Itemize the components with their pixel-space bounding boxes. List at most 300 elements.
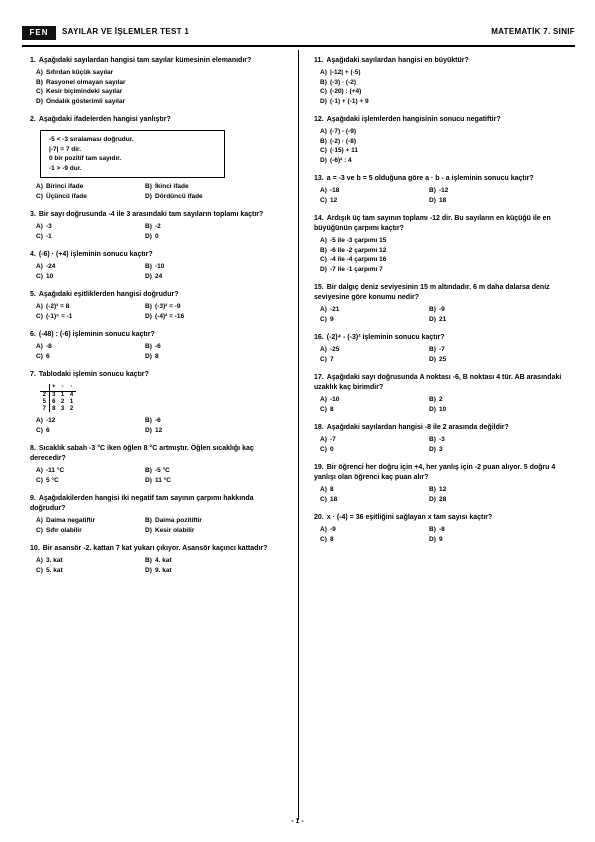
answer-option[interactable] [320,535,425,545]
option-text: 6 [46,352,50,360]
question-number: 16. [314,334,324,341]
question-stem [312,56,574,66]
option-text: 2 [439,396,443,403]
question-text: (-2)⁴ - (-3)² işleminin sonucu kaçtır? [326,334,445,341]
option-text: 8 [330,405,334,413]
option-text: -4 ile -4 çarpımı 16 [330,256,387,263]
answer-option[interactable] [320,137,574,147]
option-text: Rasyonel olmayan sayılar [46,78,126,86]
question-number: 9. [30,495,36,502]
table-cell: 5 [42,398,46,405]
answer-option[interactable] [36,526,141,536]
question-number: 10. [30,545,40,552]
option-text: Üçüncü ifade [46,192,87,200]
answer-option[interactable] [36,97,290,107]
answer-option[interactable] [429,535,534,545]
option-letter: B) [320,137,327,145]
answer-option[interactable] [320,305,425,315]
header-rule [22,45,575,47]
option-letter: A) [320,128,327,135]
option-letter: C) [36,232,43,240]
option-letter: B) [145,303,152,310]
question [28,290,290,321]
question [312,283,574,324]
option-letter: C) [36,526,43,534]
option-letter: A) [320,306,327,313]
option-text: -7 [439,346,445,353]
answer-option[interactable] [320,255,574,265]
answer-option[interactable] [36,312,141,322]
option-letter: C) [320,405,327,413]
option-text: 11 °C [155,476,171,484]
option-letter: D) [145,566,152,574]
answer-option[interactable] [429,305,534,315]
table-cell: · [67,384,76,391]
question-stem [312,373,574,393]
answer-option[interactable] [36,466,141,476]
question-text: Aşağıdaki ifadelerden hangisi yanlıştır? [38,116,171,123]
question [28,544,290,575]
option-letter: B) [145,517,152,524]
question-stem [28,544,290,554]
option-letter: B) [429,396,436,403]
question-text: Aşağıdaki işlemlerden hangisinin sonucu negatiftir? [326,116,501,123]
question-number: 17. [314,374,324,381]
question [28,56,290,106]
option-letter: D) [320,156,327,164]
answer-options [312,127,574,165]
answer-option[interactable] [36,87,290,97]
option-letter: C) [36,88,43,95]
answer-option[interactable] [429,485,534,495]
option-text: Kesir olabilir [155,526,195,534]
option-letter: D) [145,526,152,534]
option-letter: B) [429,526,436,533]
option-text: (-1) + (-1) + 9 [330,97,369,105]
option-text: -8 [439,526,445,533]
table-cell: 2 [42,391,46,398]
question-text: (-48) : (-6) işleminin sonucu kaçtır? [38,331,155,338]
answer-option[interactable] [429,525,534,535]
option-letter: B) [145,557,152,564]
question [312,56,574,106]
option-text: (-2) · (-8) [330,137,356,145]
answer-option[interactable] [145,516,250,526]
answer-option[interactable] [145,222,250,232]
question-stem [28,330,290,340]
right-column [312,56,574,553]
answer-option[interactable] [145,312,250,322]
answer-option[interactable] [320,97,574,107]
option-text: (-20) : (+4) [330,88,362,95]
answer-option[interactable] [145,426,250,436]
option-letter: D) [145,272,152,280]
question [28,115,290,201]
question-text: x · (-4) = 36 eşitliğini sağlayan x tam sayısı kaçtır? [326,514,493,521]
answer-option[interactable] [320,405,425,415]
option-text: Daima negatiftir [46,517,96,524]
question-number: 2. [30,116,36,123]
option-letter: C) [36,352,43,360]
answer-option[interactable] [320,186,425,196]
option-letter: B) [36,78,43,86]
answer-option[interactable] [36,416,141,426]
answer-option[interactable] [320,87,574,97]
answer-options [312,186,574,205]
option-letter: B) [145,183,152,190]
statement-line: |-7| = 7 dir. [49,145,81,153]
option-text: İkinci ifade [155,183,189,190]
option-letter: C) [36,192,43,200]
question-text: Bir asansör -2. kattan 7 kat yukarı çıkıyor. Asansör kaçıncı kattadır? [42,545,268,552]
answer-option[interactable] [320,68,574,78]
answer-options [28,182,290,201]
answer-option[interactable] [145,302,250,312]
option-letter: A) [36,223,43,230]
question-stem [312,333,574,343]
page-number: - 1 - [291,818,304,825]
answer-option[interactable] [145,262,250,272]
question-text: Ardışık üç tam sayının toplamı -12 dir. Bu sayıların en küçüğü ile en büyüğünün çarpımı kaçtır? [314,215,551,232]
table-cell: 2 [69,405,74,412]
option-letter: A) [320,237,327,244]
option-letter: A) [320,346,327,353]
answer-option[interactable] [320,246,574,256]
option-text: 6 [46,426,50,434]
answer-option[interactable] [145,466,250,476]
answer-option[interactable] [320,127,574,137]
answer-options [28,466,290,485]
option-letter: A) [320,187,327,194]
question-number: 14. [314,215,324,222]
question-stem [312,283,574,303]
answer-option[interactable] [429,435,534,445]
question-text: Aşağıdaki sayılardan hangisi en büyüktür? [326,57,469,64]
answer-option[interactable] [36,262,141,272]
option-text: -18 [330,187,340,194]
question-number: 15. [314,284,324,291]
left-column [28,56,290,584]
option-text: 9 [439,535,443,543]
question-stem [312,513,574,523]
table-cell: 3 [49,391,58,398]
option-letter: A) [320,486,327,493]
answer-options [312,236,574,274]
question-number: 3. [30,211,36,218]
question-number: 7. [30,371,36,378]
question-stem [312,463,574,483]
answer-options [312,525,574,544]
option-text: 18 [439,196,447,204]
answer-option[interactable] [145,566,250,576]
answer-option[interactable] [36,78,290,88]
answer-option[interactable] [36,342,141,352]
table-cell: 1 [60,391,65,398]
option-letter: D) [429,495,436,503]
option-text: 8 [155,352,159,360]
option-letter: B) [145,417,152,424]
question-stem [28,494,290,514]
question-number: 18. [314,424,324,431]
answer-option[interactable] [429,315,534,325]
question-text: Aşağıdaki sayılardan hangisi -8 ile 2 arasında değildir? [326,424,509,431]
answer-option[interactable] [36,556,141,566]
answer-option[interactable] [429,445,534,455]
question [312,463,574,504]
question-text: Aşağıdaki sayı doğrusunda A noktası -6, B noktası 4 tür. AB arasındaki uzaklık kaç birimdir? [314,374,562,391]
option-text: 10 [439,405,447,413]
answer-options [312,305,574,324]
answer-option[interactable] [36,302,141,312]
option-text: 5 °C [46,476,59,484]
option-text: -5 ile -3 çarpımı 15 [330,237,387,244]
answer-option[interactable] [36,566,141,576]
option-letter: D) [145,476,152,484]
option-text: -1 [46,232,52,240]
option-text: 3. kat [46,557,63,564]
answer-option[interactable] [145,342,250,352]
answer-option[interactable] [145,272,250,282]
question-number: 20. [314,514,324,521]
option-letter: B) [320,78,327,86]
option-letter: D) [145,312,152,320]
option-text: -7 ile -1 çarpımı 7 [330,265,383,273]
question [312,373,574,414]
answer-option[interactable] [145,526,250,536]
question-text: a = -3 ve b = 5 olduğuna göre a · b - a işleminin sonucu kaçtır? [326,175,534,182]
answer-option[interactable] [145,232,250,242]
option-text: -11 °C [46,467,65,474]
option-text: Birinci ifade [46,183,84,190]
question-stem [28,370,290,380]
answer-options [28,516,290,535]
answer-option[interactable] [36,222,141,232]
option-text: -6 ile -2 çarpımı 12 [330,246,387,254]
table-row [40,405,76,412]
table-cell: - [58,384,67,391]
option-letter: A) [320,396,327,403]
question [312,423,574,454]
answer-option[interactable] [320,78,574,88]
option-letter: A) [320,436,327,443]
option-letter: C) [320,256,327,263]
option-text: -10 [155,263,165,270]
option-letter: B) [429,436,436,443]
option-text: Sıfır olabilir [46,526,82,534]
answer-option[interactable] [36,232,141,242]
option-letter: A) [36,343,43,350]
question-text: Sıcaklık sabah -3 °C iken öğlen 8 °C artmıştır. Öğlen sıcaklığı kaç derecedir? [30,445,254,462]
option-letter: B) [145,343,152,350]
question-text: Aşağıdaki eşitliklerden hangisi doğrudur? [38,291,179,298]
option-text: -12 [46,417,56,424]
option-letter: A) [36,69,43,76]
option-text: (-4)² = -16 [155,312,185,320]
answer-options [28,262,290,281]
table-cell: 8 [49,405,58,412]
option-text: 7 [330,355,334,363]
option-letter: C) [36,566,43,574]
answer-option[interactable] [320,395,425,405]
option-letter: A) [36,467,43,474]
statement-line: -5 < -3 sıralaması doğrudur. [49,136,134,143]
option-letter: D) [320,97,327,105]
option-text: 9. kat [155,566,172,574]
answer-option[interactable] [429,355,534,365]
answer-option[interactable] [36,516,141,526]
option-text: 12 [330,196,338,204]
answer-options [28,222,290,241]
option-text: 0 [155,232,159,240]
answer-option[interactable] [320,156,574,166]
option-text: 18 [330,495,338,503]
answer-option[interactable] [320,345,425,355]
question-text: Tablodaki işlemin sonucu kaçtır? [38,371,149,378]
option-text: -3 [46,223,52,230]
answer-option[interactable] [320,435,425,445]
option-text: 10 [46,272,54,280]
question-stem [28,210,290,220]
option-text: (-7) - (-9) [330,128,356,135]
option-letter: D) [429,445,436,453]
option-letter: C) [36,312,43,320]
answer-option[interactable] [429,395,534,405]
option-text: -2 [155,223,161,230]
option-text: Ondalık gösterimli sayılar [46,97,126,105]
answer-option[interactable] [36,182,141,192]
option-letter: D) [145,352,152,360]
option-letter: A) [36,417,43,424]
answer-option[interactable] [320,146,574,156]
table-cell [40,384,49,391]
answer-option[interactable] [36,476,141,486]
answer-options [28,416,290,435]
option-text: |-12| + (-5) [330,69,361,76]
option-letter: D) [145,192,152,200]
answer-option[interactable] [429,345,534,355]
option-text: -21 [330,306,340,313]
option-text: 21 [439,315,447,323]
option-letter: A) [320,69,327,76]
answer-option[interactable] [36,272,141,282]
answer-option[interactable] [145,192,250,202]
question-number: 8. [30,445,36,452]
option-text: Sıfırdan küçük sayılar [46,69,114,76]
question-stem [312,214,574,234]
question-stem [28,250,290,260]
answer-option[interactable] [145,556,250,566]
answer-option[interactable] [36,68,290,78]
option-text: (-6)² : 4 [330,156,352,164]
option-text: -9 [330,526,336,533]
answer-option[interactable] [320,525,425,535]
answer-option[interactable] [320,485,425,495]
option-text: -7 [330,436,336,443]
option-text: Kesir biçimindeki sayılar [46,88,123,95]
option-text: 24 [155,272,163,280]
option-letter: C) [320,535,327,543]
question-stem [312,423,574,433]
answer-option[interactable] [36,352,141,362]
answer-option[interactable] [320,236,574,246]
option-text: (-1)⁵ = -1 [46,312,73,320]
answer-option[interactable] [429,186,534,196]
question [28,210,290,241]
question [312,214,574,274]
question [28,494,290,535]
question [312,513,574,544]
option-letter: C) [320,88,327,95]
answer-option[interactable] [429,405,534,415]
answer-option[interactable] [320,445,425,455]
option-letter: A) [36,557,43,564]
answer-option[interactable] [320,355,425,365]
answer-option[interactable] [36,192,141,202]
option-text: -25 [330,346,340,353]
column-divider [298,50,299,820]
answer-option[interactable] [429,196,534,206]
option-text: Dördüncü ifade [155,192,203,200]
statement-line: -1 > -9 dur. [49,164,82,172]
option-letter: D) [36,97,43,105]
answer-options [28,342,290,361]
question-text: Aşağıdaki sayılardan hangisi tam sayılar kümesinin elemanıdır? [38,57,252,64]
statement-line: 0 bir pozitif tam sayıdır. [49,155,122,162]
option-letter: B) [429,306,436,313]
option-letter: D) [429,315,436,323]
option-text: -5 °C [155,467,170,474]
option-letter: D) [320,265,327,273]
answer-option[interactable] [145,182,250,192]
option-letter: C) [320,445,327,453]
question-text: Bir dalgıç deniz seviyesinin 15 m altındadır. 6 m daha dalarsa deniz seviyesine göre konumu nedir? [314,284,550,301]
answer-option[interactable] [145,416,250,426]
option-letter: C) [320,355,327,363]
option-letter: C) [320,196,327,204]
option-letter: A) [36,183,43,190]
question-number: 11. [314,57,324,64]
publisher-logo: FEN [22,26,56,40]
subject-grade: MATEMATİK 7. SINIF [491,27,575,36]
question [28,370,290,435]
option-text: -24 [46,263,56,270]
question-stem [312,115,574,125]
option-text: 12 [439,486,447,493]
option-letter: C) [36,426,43,434]
option-text: (-3)² = -9 [155,303,181,310]
question-text: Bir öğrenci her doğru için +4, her yanlış için -2 puan alıyor. 5 doğru 4 yanlışı olan öğrenci kaç puan alır? [314,464,556,481]
answer-option[interactable] [145,476,250,486]
question [312,115,574,165]
option-text: Daima pozitiftir [155,517,202,524]
option-letter: C) [320,147,327,154]
answer-option[interactable] [429,495,534,505]
table-cell: + [49,384,58,391]
answer-option[interactable] [145,352,250,362]
answer-option[interactable] [320,495,425,505]
answer-options [28,556,290,575]
question-stem [28,115,290,125]
answer-option[interactable] [320,196,425,206]
option-text: 3 [439,445,443,453]
option-letter: B) [429,187,436,194]
question [28,444,290,485]
answer-option[interactable] [320,265,574,275]
answer-option[interactable] [36,426,141,436]
question-number: 12. [314,116,324,123]
option-text: 4. kat [155,557,172,564]
answer-option[interactable] [320,315,425,325]
